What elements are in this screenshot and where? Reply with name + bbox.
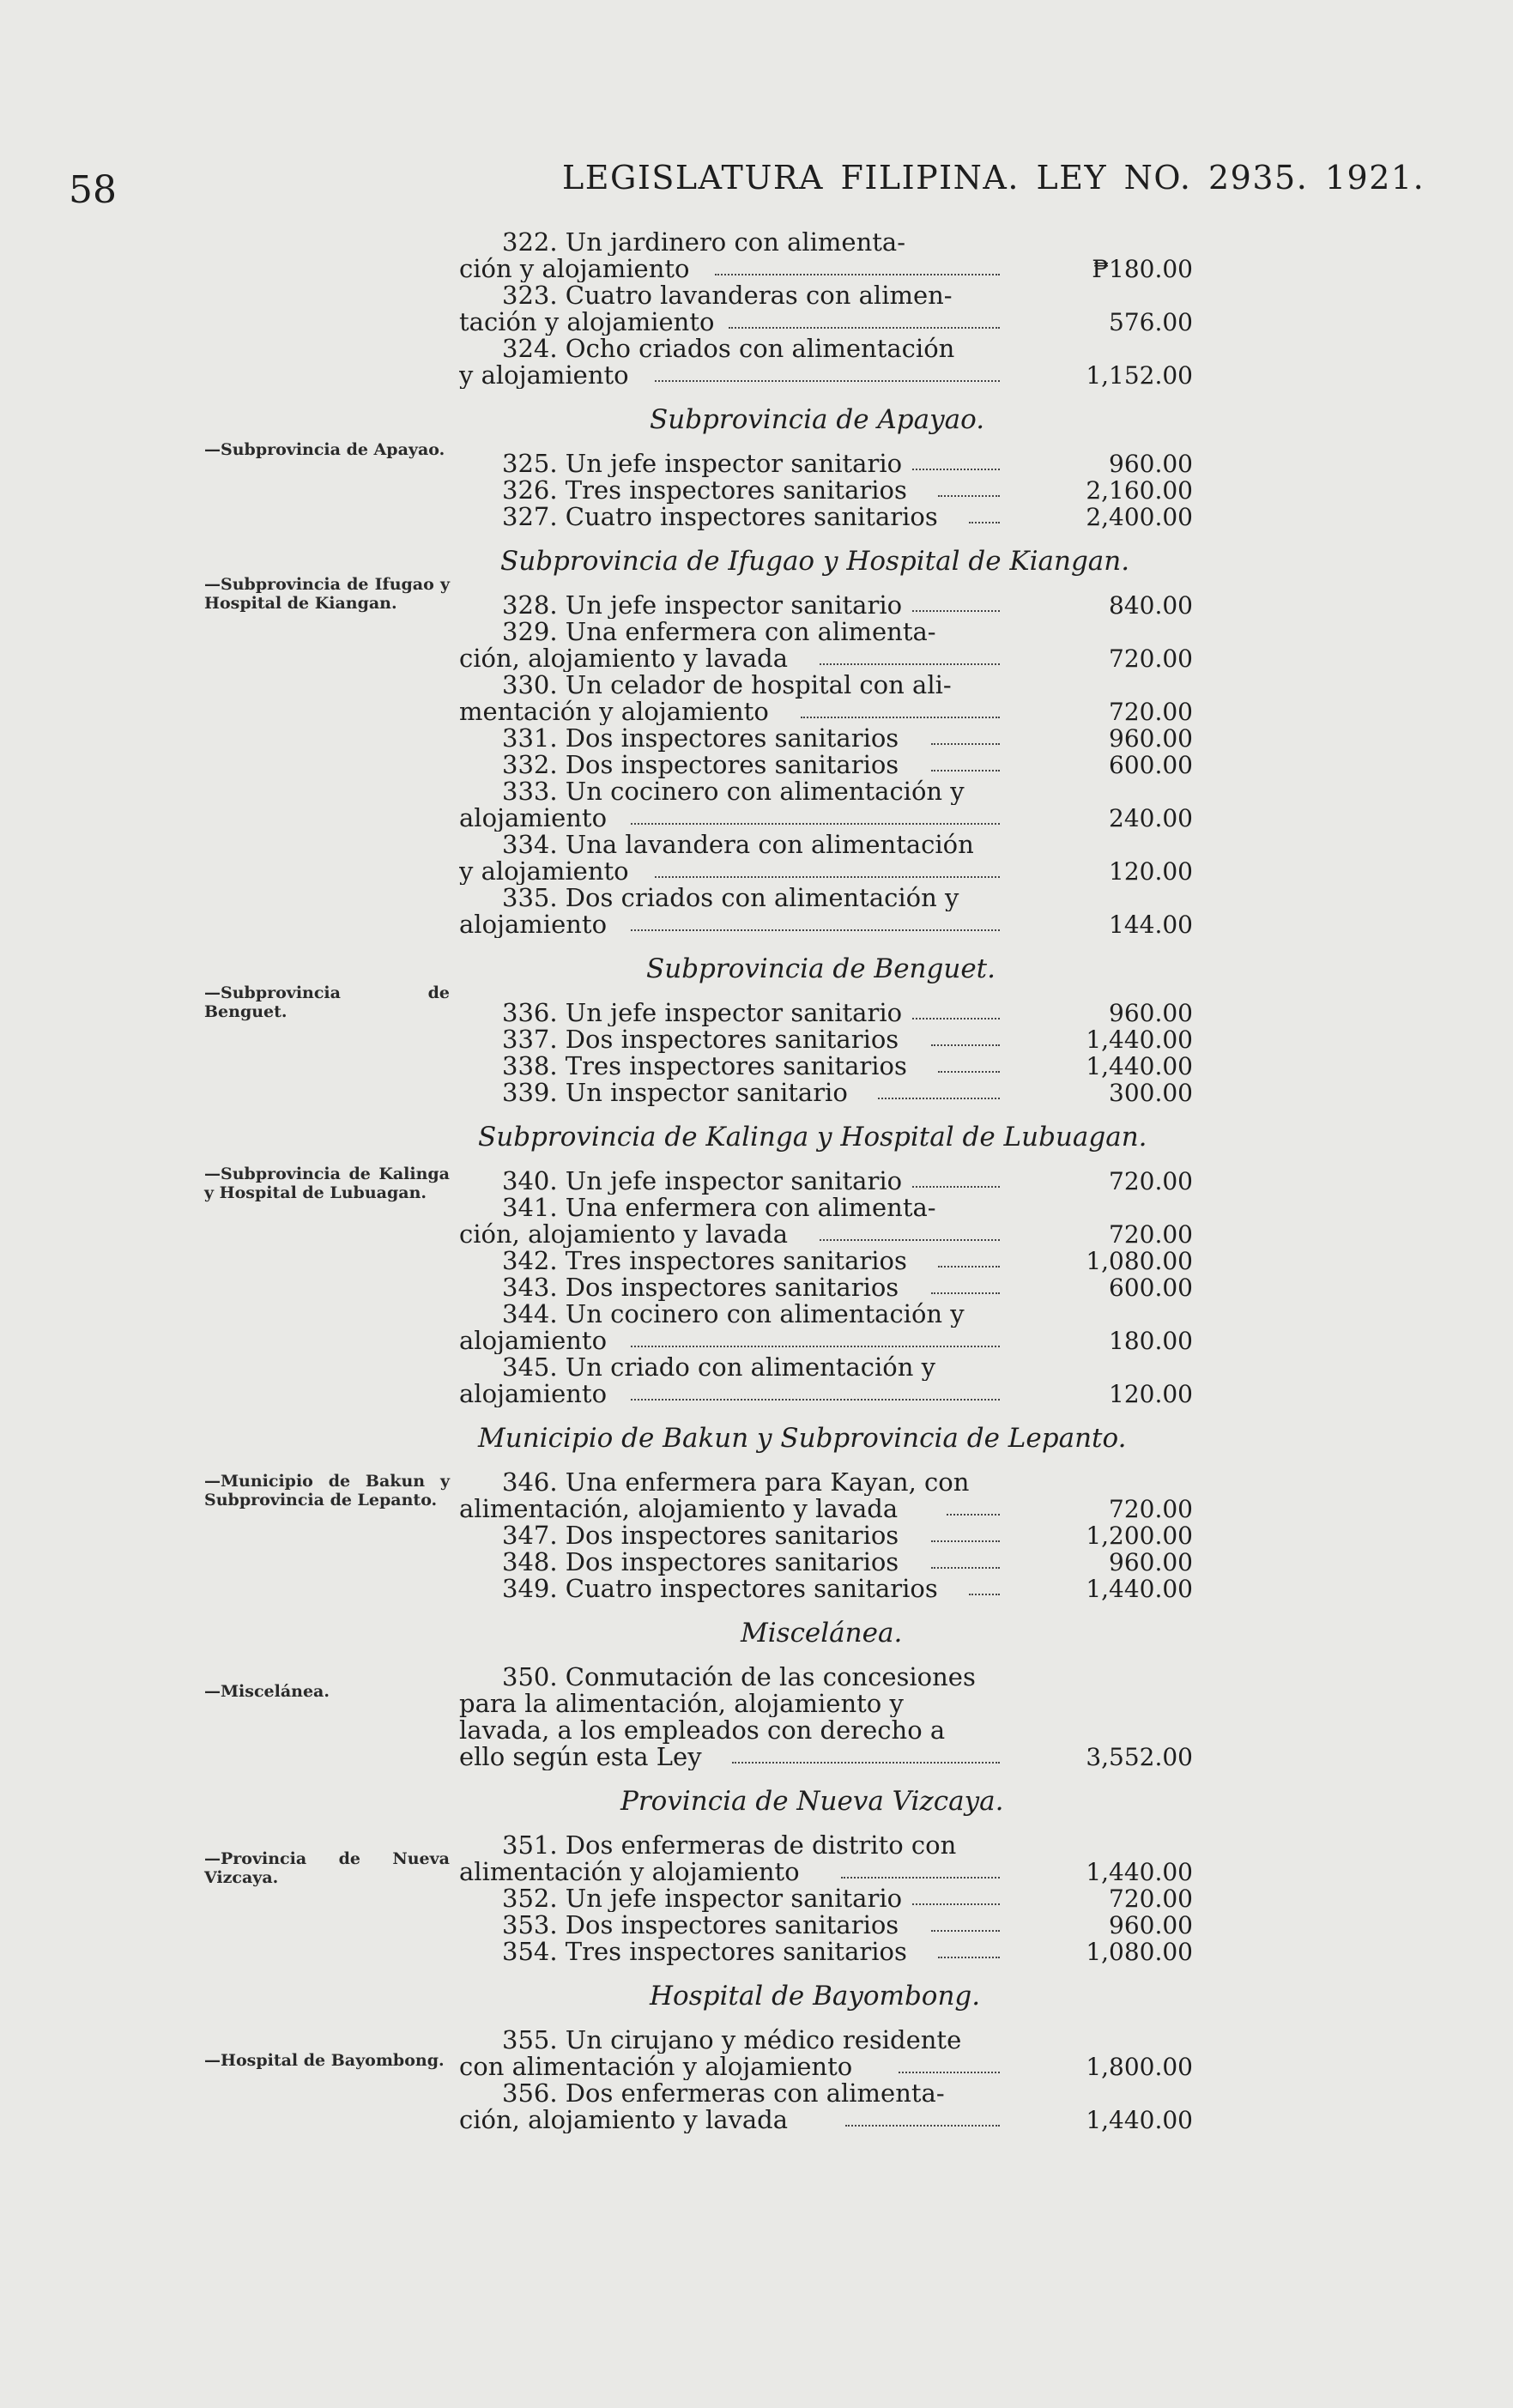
entry-line: [459, 1549, 1193, 1576]
leader-dots: [931, 743, 1000, 745]
entry-line: [459, 619, 1193, 645]
section-heading: [459, 938, 1193, 1000]
entry-amount: ₱180.00: [1092, 255, 1193, 283]
entry-line: [459, 1274, 1193, 1301]
entry-line: [459, 1168, 1193, 1195]
section-heading-text: Subprovincia de Kalinga y Hospital de Lubuagan.: [478, 1122, 1147, 1153]
section-heading-text: Subprovincia de Ifugao y Hospital de Kiangan.: [500, 546, 1130, 577]
section-heading: [459, 1407, 1193, 1469]
leader-dots: [899, 2072, 1000, 2073]
entry-text: 351. Dos enfermeras de distrito con: [502, 1832, 957, 1859]
entry-line: [459, 336, 1193, 362]
leader-dots: [969, 522, 1000, 523]
entry-text: 338. Tres inspectores sanitarios: [502, 1053, 907, 1080]
entry-text: ción, alojamiento y lavada: [459, 1221, 789, 1248]
entry-line: [459, 1301, 1193, 1328]
entry-line: [459, 1195, 1193, 1221]
leader-dots: [931, 1540, 1000, 1542]
section-heading-text: Hospital de Bayombong.: [650, 1981, 981, 2012]
entry-line: [459, 2107, 1193, 2133]
entry-text: 352. Un jefe inspector sanitario: [502, 1885, 903, 1912]
entry-line: [459, 477, 1193, 504]
margin-note-apayao: —Subprovincia de Apayao.: [204, 440, 445, 459]
leader-dots: [841, 1877, 1000, 1879]
entry-text: 347. Dos inspectores sanitarios: [502, 1522, 899, 1549]
entry-text: 323. Cuatro lavanderas con alimen-: [502, 282, 953, 309]
entry-amount: 1,440.00: [1086, 1026, 1193, 1054]
margin-note-nueva-vizcaya: —Provincia de Nueva Vizcaya.: [204, 1849, 450, 1887]
entry-text: alimentación, alojamiento y lavada: [459, 1496, 899, 1522]
entry-amount: 2,160.00: [1086, 476, 1193, 505]
entry-amount: 840.00: [1109, 591, 1193, 620]
entry-line: [459, 1381, 1193, 1407]
entry-text: 330. Un celador de hospital con ali-: [502, 672, 952, 699]
leader-dots: [631, 1399, 1000, 1401]
entry-text: 353. Dos inspectores sanitarios: [502, 1912, 899, 1939]
entry-line: [459, 858, 1193, 885]
entry-amount: 180.00: [1109, 1327, 1193, 1355]
entry-amount: 120.00: [1109, 1380, 1193, 1408]
entry-line: [459, 1000, 1193, 1026]
entry-line: [459, 1939, 1193, 1965]
entry-line: [459, 1522, 1193, 1549]
entry-amount: 600.00: [1109, 1274, 1193, 1302]
entry-line: [459, 885, 1193, 911]
entry-text: tación y alojamiento: [459, 309, 715, 336]
entry-text: 356. Dos enfermeras con alimenta-: [502, 2080, 945, 2107]
leader-dots: [820, 663, 1000, 665]
entry-line: [459, 2080, 1193, 2107]
entry-text: alojamiento: [459, 911, 608, 938]
leader-dots: [729, 327, 1000, 329]
leader-dots: [938, 1957, 1000, 1958]
leader-dots: [931, 1567, 1000, 1569]
margin-note-benguet: —Subprovincia de Benguet.: [204, 983, 450, 1021]
entry-line: [459, 2027, 1193, 2054]
entry-line: [459, 1053, 1193, 1080]
entry-amount: 960.00: [1109, 1548, 1193, 1576]
entry-line: [459, 778, 1193, 805]
entry-amount: 720.00: [1109, 1885, 1193, 1913]
margin-note-bakun: —Municipio de Bakun y Subprovincia de Lepanto.: [204, 1472, 450, 1510]
entry-amount: 600.00: [1109, 751, 1193, 779]
entry-text: ello según esta Ley: [459, 1744, 702, 1770]
entry-amount: 2,400.00: [1086, 503, 1193, 531]
entry-text: ción y alojamiento: [459, 256, 690, 282]
leader-dots: [912, 1903, 1000, 1905]
leader-dots: [947, 1514, 1000, 1516]
entry-amount: 720.00: [1109, 1220, 1193, 1249]
entry-amount: 960.00: [1109, 724, 1193, 753]
entry-amount: 1,080.00: [1086, 1938, 1193, 1966]
entry-text: 335. Dos criados con alimentación y: [502, 885, 959, 911]
entry-line: [459, 1496, 1193, 1522]
leader-dots: [912, 1186, 1000, 1188]
entry-amount: 720.00: [1109, 1167, 1193, 1195]
entry-amount: 960.00: [1109, 450, 1193, 478]
entry-amount: 120.00: [1109, 857, 1193, 886]
entry-line: [459, 2054, 1193, 2080]
entry-line: [459, 1912, 1193, 1939]
entry-line: [459, 725, 1193, 752]
margin-note-miscelanea: —Miscelánea.: [204, 1682, 330, 1701]
leader-dots: [931, 770, 1000, 771]
entry-text: 322. Un jardinero con alimenta-: [502, 229, 906, 256]
entry-line: [459, 1664, 1193, 1691]
entry-line: [459, 504, 1193, 530]
entry-text: alimentación y alojamiento: [459, 1859, 800, 1885]
entry-amount: 1,440.00: [1086, 1858, 1193, 1886]
entry-text: 334. Una lavandera con alimentación: [502, 832, 974, 858]
entry-text: 346. Una enfermera para Kayan, con: [502, 1469, 970, 1496]
section-heading: [459, 1770, 1193, 1832]
leader-dots: [631, 1346, 1000, 1347]
entry-line: [459, 229, 1193, 256]
entry-text: 337. Dos inspectores sanitarios: [502, 1026, 899, 1053]
entry-amount: 960.00: [1109, 999, 1193, 1027]
entry-line: [459, 1691, 1193, 1717]
entry-text: y alojamiento: [459, 362, 629, 389]
section-heading-text: Miscelánea.: [741, 1618, 903, 1649]
entry-line: [459, 672, 1193, 699]
entry-text: 324. Ocho criados con alimentación: [502, 336, 955, 362]
margin-note-kalinga: —Subprovincia de Kalinga y Hospital de Lubuagan.: [204, 1165, 450, 1202]
entry-amount: 960.00: [1109, 1911, 1193, 1939]
entry-amount: 576.00: [1109, 308, 1193, 336]
margin-note-bayombong: —Hospital de Bayombong.: [204, 2051, 445, 2070]
entry-text: alojamiento: [459, 805, 608, 832]
entry-amount: 720.00: [1109, 698, 1193, 726]
entry-amount: 1,440.00: [1086, 1575, 1193, 1603]
leader-dots: [655, 380, 1000, 382]
entry-text: ción, alojamiento y lavada: [459, 645, 789, 672]
entry-text: 342. Tres inspectores sanitarios: [502, 1248, 907, 1274]
entry-text: 345. Un criado con alimentación y: [502, 1354, 936, 1381]
entry-amount: 720.00: [1109, 644, 1193, 673]
entry-text: 333. Un cocinero con alimentación y: [502, 778, 965, 805]
appropriation-list: [459, 229, 1193, 2133]
entry-line: [459, 1248, 1193, 1274]
entry-line: [459, 805, 1193, 832]
leader-dots: [878, 1098, 1000, 1099]
entry-text: con alimentación y alojamiento: [459, 2054, 853, 2080]
entry-text: 336. Un jefe inspector sanitario: [502, 1000, 903, 1026]
entry-line: [459, 362, 1193, 389]
entry-text: mentación y alojamiento: [459, 699, 769, 725]
entry-line: [459, 699, 1193, 725]
entry-amount: 240.00: [1109, 804, 1193, 832]
entry-line: [459, 1026, 1193, 1053]
entry-text: lavada, a los empleados con derecho a: [459, 1717, 946, 1744]
entry-amount: 1,200.00: [1086, 1522, 1193, 1550]
section-heading: [459, 1965, 1193, 2027]
entry-line: [459, 911, 1193, 938]
entry-amount: 300.00: [1109, 1079, 1193, 1107]
entry-line: [459, 1469, 1193, 1496]
entry-text: 325. Un jefe inspector sanitario: [502, 451, 903, 477]
section-heading-text: Subprovincia de Benguet.: [646, 953, 996, 984]
section-heading-text: Subprovincia de Apayao.: [650, 404, 985, 435]
entry-text: 328. Un jefe inspector sanitario: [502, 592, 903, 619]
leader-dots: [931, 1044, 1000, 1046]
section-heading: [459, 530, 1193, 592]
leader-dots: [715, 274, 1000, 275]
entry-text: 331. Dos inspectores sanitarios: [502, 725, 899, 752]
leader-dots: [938, 1266, 1000, 1268]
entry-line: [459, 309, 1193, 336]
section-heading: [459, 389, 1193, 451]
entry-line: [459, 752, 1193, 778]
entry-line: [459, 645, 1193, 672]
running-head: LEGISLATURA FILIPINA. LEY NO. 2935. 1921.: [562, 159, 1425, 197]
entry-text: para la alimentación, alojamiento y: [459, 1691, 904, 1717]
entry-line: [459, 1221, 1193, 1248]
entry-amount: 144.00: [1109, 911, 1193, 939]
entry-text: 348. Dos inspectores sanitarios: [502, 1549, 899, 1576]
entry-amount: 720.00: [1109, 1495, 1193, 1523]
leader-dots: [938, 1071, 1000, 1073]
leader-dots: [931, 1292, 1000, 1294]
entry-line: [459, 1328, 1193, 1354]
leader-dots: [969, 1594, 1000, 1595]
entry-text: 329. Una enfermera con alimenta-: [502, 619, 936, 645]
leader-dots: [820, 1239, 1000, 1241]
leader-dots: [931, 1930, 1000, 1932]
entry-text: 332. Dos inspectores sanitarios: [502, 752, 899, 778]
entry-text: 327. Cuatro inspectores sanitarios: [502, 504, 938, 530]
entry-text: 350. Conmutación de las concesiones: [502, 1664, 976, 1691]
entry-text: 344. Un cocinero con alimentación y: [502, 1301, 965, 1328]
entry-line: [459, 1354, 1193, 1381]
leader-dots: [845, 2125, 1000, 2127]
leader-dots: [732, 1762, 1000, 1764]
entry-text: 354. Tres inspectores sanitarios: [502, 1939, 907, 1965]
entry-text: 349. Cuatro inspectores sanitarios: [502, 1576, 938, 1602]
entry-amount: 1,800.00: [1086, 2053, 1193, 2081]
entry-line: [459, 592, 1193, 619]
entry-amount: 3,552.00: [1086, 1743, 1193, 1771]
section-heading-text: Provincia de Nueva Vizcaya.: [620, 1786, 1004, 1817]
entry-line: [459, 1744, 1193, 1770]
entry-text: 339. Un inspector sanitario: [502, 1080, 848, 1106]
entry-line: [459, 832, 1193, 858]
leader-dots: [912, 469, 1000, 470]
entry-line: [459, 1576, 1193, 1602]
leader-dots: [912, 1018, 1000, 1019]
leader-dots: [938, 495, 1000, 497]
entry-text: alojamiento: [459, 1381, 608, 1407]
margin-note-ifugao: —Subprovincia de Ifugao y Hospital de Kiangan.: [204, 575, 450, 613]
entry-text: 343. Dos inspectores sanitarios: [502, 1274, 899, 1301]
entry-text: y alojamiento: [459, 858, 629, 885]
entry-line: [459, 1859, 1193, 1885]
leader-dots: [631, 823, 1000, 825]
entry-text: ción, alojamiento y lavada: [459, 2107, 789, 2133]
leader-dots: [655, 876, 1000, 878]
page-number: 58: [69, 168, 117, 212]
entry-text: alojamiento: [459, 1328, 608, 1354]
entry-text: 355. Un cirujano y médico residente: [502, 2027, 962, 2054]
entry-line: [459, 1717, 1193, 1744]
entry-amount: 1,440.00: [1086, 1052, 1193, 1080]
entry-text: 341. Una enfermera con alimenta-: [502, 1195, 936, 1221]
entry-amount: 1,152.00: [1086, 361, 1193, 390]
leader-dots: [912, 610, 1000, 612]
entry-amount: 1,080.00: [1086, 1247, 1193, 1275]
entry-text: 340. Un jefe inspector sanitario: [502, 1168, 903, 1195]
section-heading-text: Municipio de Bakun y Subprovincia de Lepanto.: [478, 1423, 1127, 1454]
section-heading: [459, 1106, 1193, 1168]
leader-dots: [801, 717, 1000, 718]
entry-line: [459, 451, 1193, 477]
entry-text: 326. Tres inspectores sanitarios: [502, 477, 907, 504]
entry-line: [459, 1080, 1193, 1106]
entry-line: [459, 1885, 1193, 1912]
entry-line: [459, 282, 1193, 309]
leader-dots: [631, 929, 1000, 931]
section-heading: [459, 1602, 1193, 1664]
entry-amount: 1,440.00: [1086, 2106, 1193, 2134]
entry-line: [459, 256, 1193, 282]
entry-line: [459, 1832, 1193, 1859]
